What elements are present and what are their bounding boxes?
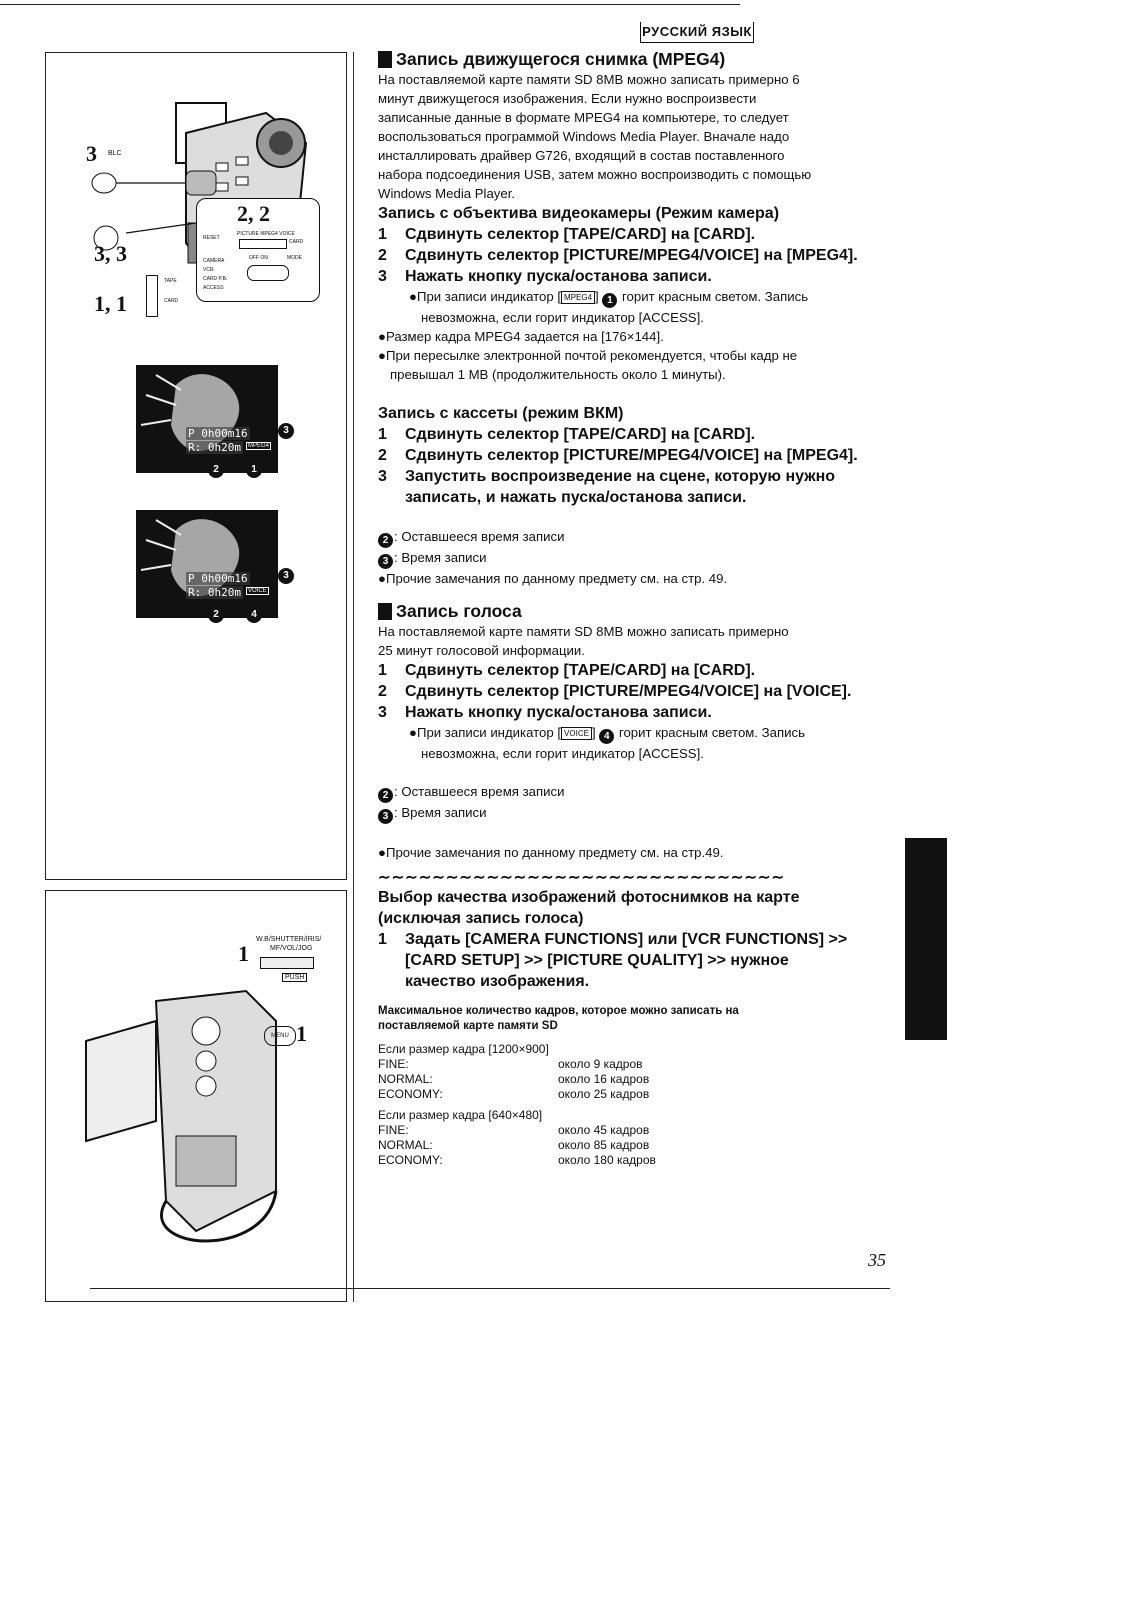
legend-time: 3 : Время записи (378, 548, 908, 569)
power-switch[interactable] (247, 265, 289, 281)
push-label: PUSH (282, 973, 307, 982)
max-frames-title: Максимальное количество кадров, которое можно записать на поставляемой карте памяти SD (378, 1005, 739, 1032)
voice-icon: VOICE (561, 727, 592, 740)
quality-step-1-line2: [CARD SETUP] >> [PICTURE QUALITY] >> нужное (405, 952, 789, 969)
picture-mpeg4-voice-label: PICTURE MPEG4 VOICE (237, 231, 295, 237)
mpeg4-section (378, 48, 908, 588)
marker-2-icon: 2 (378, 533, 393, 548)
remaining-time: R: 0h20m (188, 441, 241, 454)
top-rule (0, 4, 740, 5)
voice-title: Запись голоса (378, 600, 908, 622)
marker-1-icon: 1 (602, 293, 617, 308)
table1-title: Если размер кадра [1200×900] (378, 1042, 549, 1056)
voice-note: ●При записи индикатор [ VOICE ] 4 горит красным светом. Запись (409, 725, 805, 742)
label-3: 3 (86, 141, 97, 166)
reset-label: RESET (203, 235, 220, 241)
tape-label: TAPE (164, 278, 177, 284)
legend-remaining: 2 : Оставшееся время записи (378, 527, 908, 548)
lion-image-2 (136, 510, 278, 618)
quality-step-1-line3: качество изображения. (405, 973, 590, 990)
jog-dial[interactable] (260, 957, 314, 969)
card-switch-label: CARD (164, 298, 179, 304)
vcr-step-3: 3 Запустить воспроизведение на сцене, которую нужно (378, 468, 836, 485)
camera-mode-title: Запись с объектива видеокамеры (Режим камера) (378, 205, 780, 222)
bottom-rule (90, 1288, 890, 1289)
camcorder-illustration-2 (76, 961, 316, 1261)
section-tab (905, 838, 947, 1040)
voice-section (378, 600, 908, 862)
language-badge: РУССКИЙ ЯЗЫК (640, 22, 754, 43)
callout-2: 2 (208, 607, 224, 623)
other-notes: ●Прочие замечания по данному предмету см. на стр. 49. (378, 571, 728, 586)
mode-label: MODE (287, 255, 302, 261)
label-3-3: 3, 3 (94, 241, 127, 266)
lcd-screen-voice (136, 510, 278, 618)
legend-remaining: 2 : Оставшееся время записи (378, 782, 908, 803)
table-row: FINE: около 9 кадров (378, 1057, 643, 1071)
label-1: 1 (238, 941, 249, 966)
marker-4-icon: 4 (599, 729, 614, 744)
table-row: ECONOMY: около 25 кадров (378, 1087, 650, 1101)
marker-3-icon: 3 (378, 809, 393, 824)
voice-intro-1: На поставляемой карте памяти SD 8MB можно записать примерно (378, 624, 789, 639)
camera-step-3: 3 Нажать кнопку пуска/останова записи. (378, 268, 712, 285)
figure-panel-2 (45, 890, 347, 1302)
selector-inset (196, 198, 320, 302)
table2-title: Если размер кадра [640×480] (378, 1108, 543, 1122)
quality-step-1: 1 Задать [CAMERA FUNCTIONS] или [VCR FUNCTIONS] >> (378, 931, 848, 948)
record-time: P 0h00m16 (188, 572, 248, 585)
vcr-step-3-line2: записать, и нажать пуска/останова записи. (405, 489, 747, 506)
page-number: 35 (868, 1250, 886, 1270)
mpeg4-indicator: MPEG4 (248, 443, 270, 449)
table-1200x900 (378, 1042, 908, 1102)
marker-2-icon: 2 (378, 788, 393, 803)
mpeg4-icon: MPEG4 (561, 291, 595, 304)
camera-step-1: 1 Сдвинуть селектор [TAPE/CARD] на [CARD]. (378, 226, 756, 243)
marker-3-icon: 3 (378, 554, 393, 569)
lcd-screen-mpeg4 (136, 365, 278, 473)
voice-intro-2: 25 минут голосовой информации. (378, 643, 585, 658)
square-bullet-icon (378, 603, 392, 620)
picture-selector[interactable] (239, 239, 287, 249)
callout-2: 2 (208, 462, 224, 478)
tape-card-selector[interactable] (146, 275, 158, 317)
label-1-1: 1, 1 (94, 291, 127, 316)
vcr-step-1: 1 Сдвинуть селектор [TAPE/CARD] на [CARD]. (378, 426, 756, 443)
voice-note-line2: невозможна, если горит индикатор [ACCESS]. (421, 746, 704, 761)
voice-step-2: 2 Сдвинуть селектор [PICTURE/MPEG4/VOICE] на [VOICE]. (378, 683, 852, 700)
record-time: P 0h00m16 (188, 427, 248, 440)
remaining-time: R: 0h20m (188, 586, 241, 599)
callout-4: 4 (246, 607, 262, 623)
table-row: NORMAL: около 16 кадров (378, 1072, 650, 1086)
mpeg4-title: Запись движущегося снимка (MPEG4) (378, 48, 908, 70)
column-divider (353, 52, 354, 1302)
note-email: ●При пересылке электронной почтой рекомендуется, чтобы кадр не (378, 348, 798, 363)
voice-step-1: 1 Сдвинуть селектор [TAPE/CARD] на [CARD]. (378, 662, 756, 679)
wb-label: W.B/SHUTTER/IRIS/ (256, 936, 322, 943)
off-on-label: OFF ON (249, 255, 268, 261)
callout-3: 3 (278, 568, 294, 584)
table-row: ECONOMY: около 180 кадров (378, 1153, 656, 1167)
table-row: FINE: около 45 кадров (378, 1123, 650, 1137)
menu-button[interactable]: MENU (264, 1026, 296, 1046)
vcr-step-2: 2 Сдвинуть селектор [PICTURE/MPEG4/VOICE] на [MPEG4]. (378, 447, 858, 464)
camera-note: ●При записи индикатор [ MPEG4 ] 1 горит красным светом. Запись (409, 289, 809, 306)
mpeg4-intro: На поставляемой карте памяти SD 8MB можно записать примерно 6 минут движущегося изображения. Если нужно воспроизвести записанные данные в формате MPEG4 на компьютере, то следует воспользоваться программой Windows Media Player. Вначале надо инсталлировать драйвер G726, входящий в состав поставленного набора подсоединения USB, затем можно воспроизводить с помощью Windows Media Player. (378, 72, 812, 201)
mf-label: MF/VOL/JOG (270, 945, 313, 952)
menu-label-1: 1 (296, 1021, 307, 1046)
note-email-line2: превышал 1 MB (продолжительность около 1 минуты). (390, 367, 726, 382)
voice-indicator: VOICE (248, 588, 267, 594)
camera-step-2: 2 Сдвинуть селектор [PICTURE/MPEG4/VOICE] на [MPEG4]. (378, 247, 858, 264)
callout-1: 1 (246, 462, 262, 478)
figure-panel-1 (45, 52, 347, 880)
label-2-2: 2, 2 (237, 201, 270, 226)
note-frame-size: ●Размер кадра MPEG4 задается на [176×144]. (378, 329, 664, 344)
table-640x480 (378, 1108, 908, 1168)
blc-button-label: BLC (108, 150, 122, 157)
other-notes: ●Прочие замечания по данному предмету см. на стр.49. (378, 845, 724, 860)
vcr-mode-title: Запись с кассеты (режим ВКМ) (378, 405, 624, 422)
wave-divider: ∼∼∼∼∼∼∼∼∼∼∼∼∼∼∼∼∼∼∼∼∼∼∼∼∼∼∼∼∼∼ (378, 869, 786, 886)
square-bullet-icon (378, 51, 392, 68)
table-row: NORMAL: около 85 кадров (378, 1138, 650, 1152)
voice-step-3: 3 Нажать кнопку пуска/останова записи. (378, 704, 712, 721)
quality-title-2: (исключая запись голоса) (378, 910, 584, 927)
camera-note-line2: невозможна, если горит индикатор [ACCESS]. (421, 310, 704, 325)
lion-image-1 (136, 365, 278, 473)
card-label: CARD (289, 239, 304, 245)
legend-time: 3 : Время записи (378, 803, 908, 824)
quality-title-1: Выбор качества изображений фотоснимков на карте (378, 889, 800, 906)
quality-section (378, 868, 908, 1168)
callout-3: 3 (278, 423, 294, 439)
mode-lamps: CAMERA VCR CARD P.B. ACCESS (203, 258, 228, 291)
